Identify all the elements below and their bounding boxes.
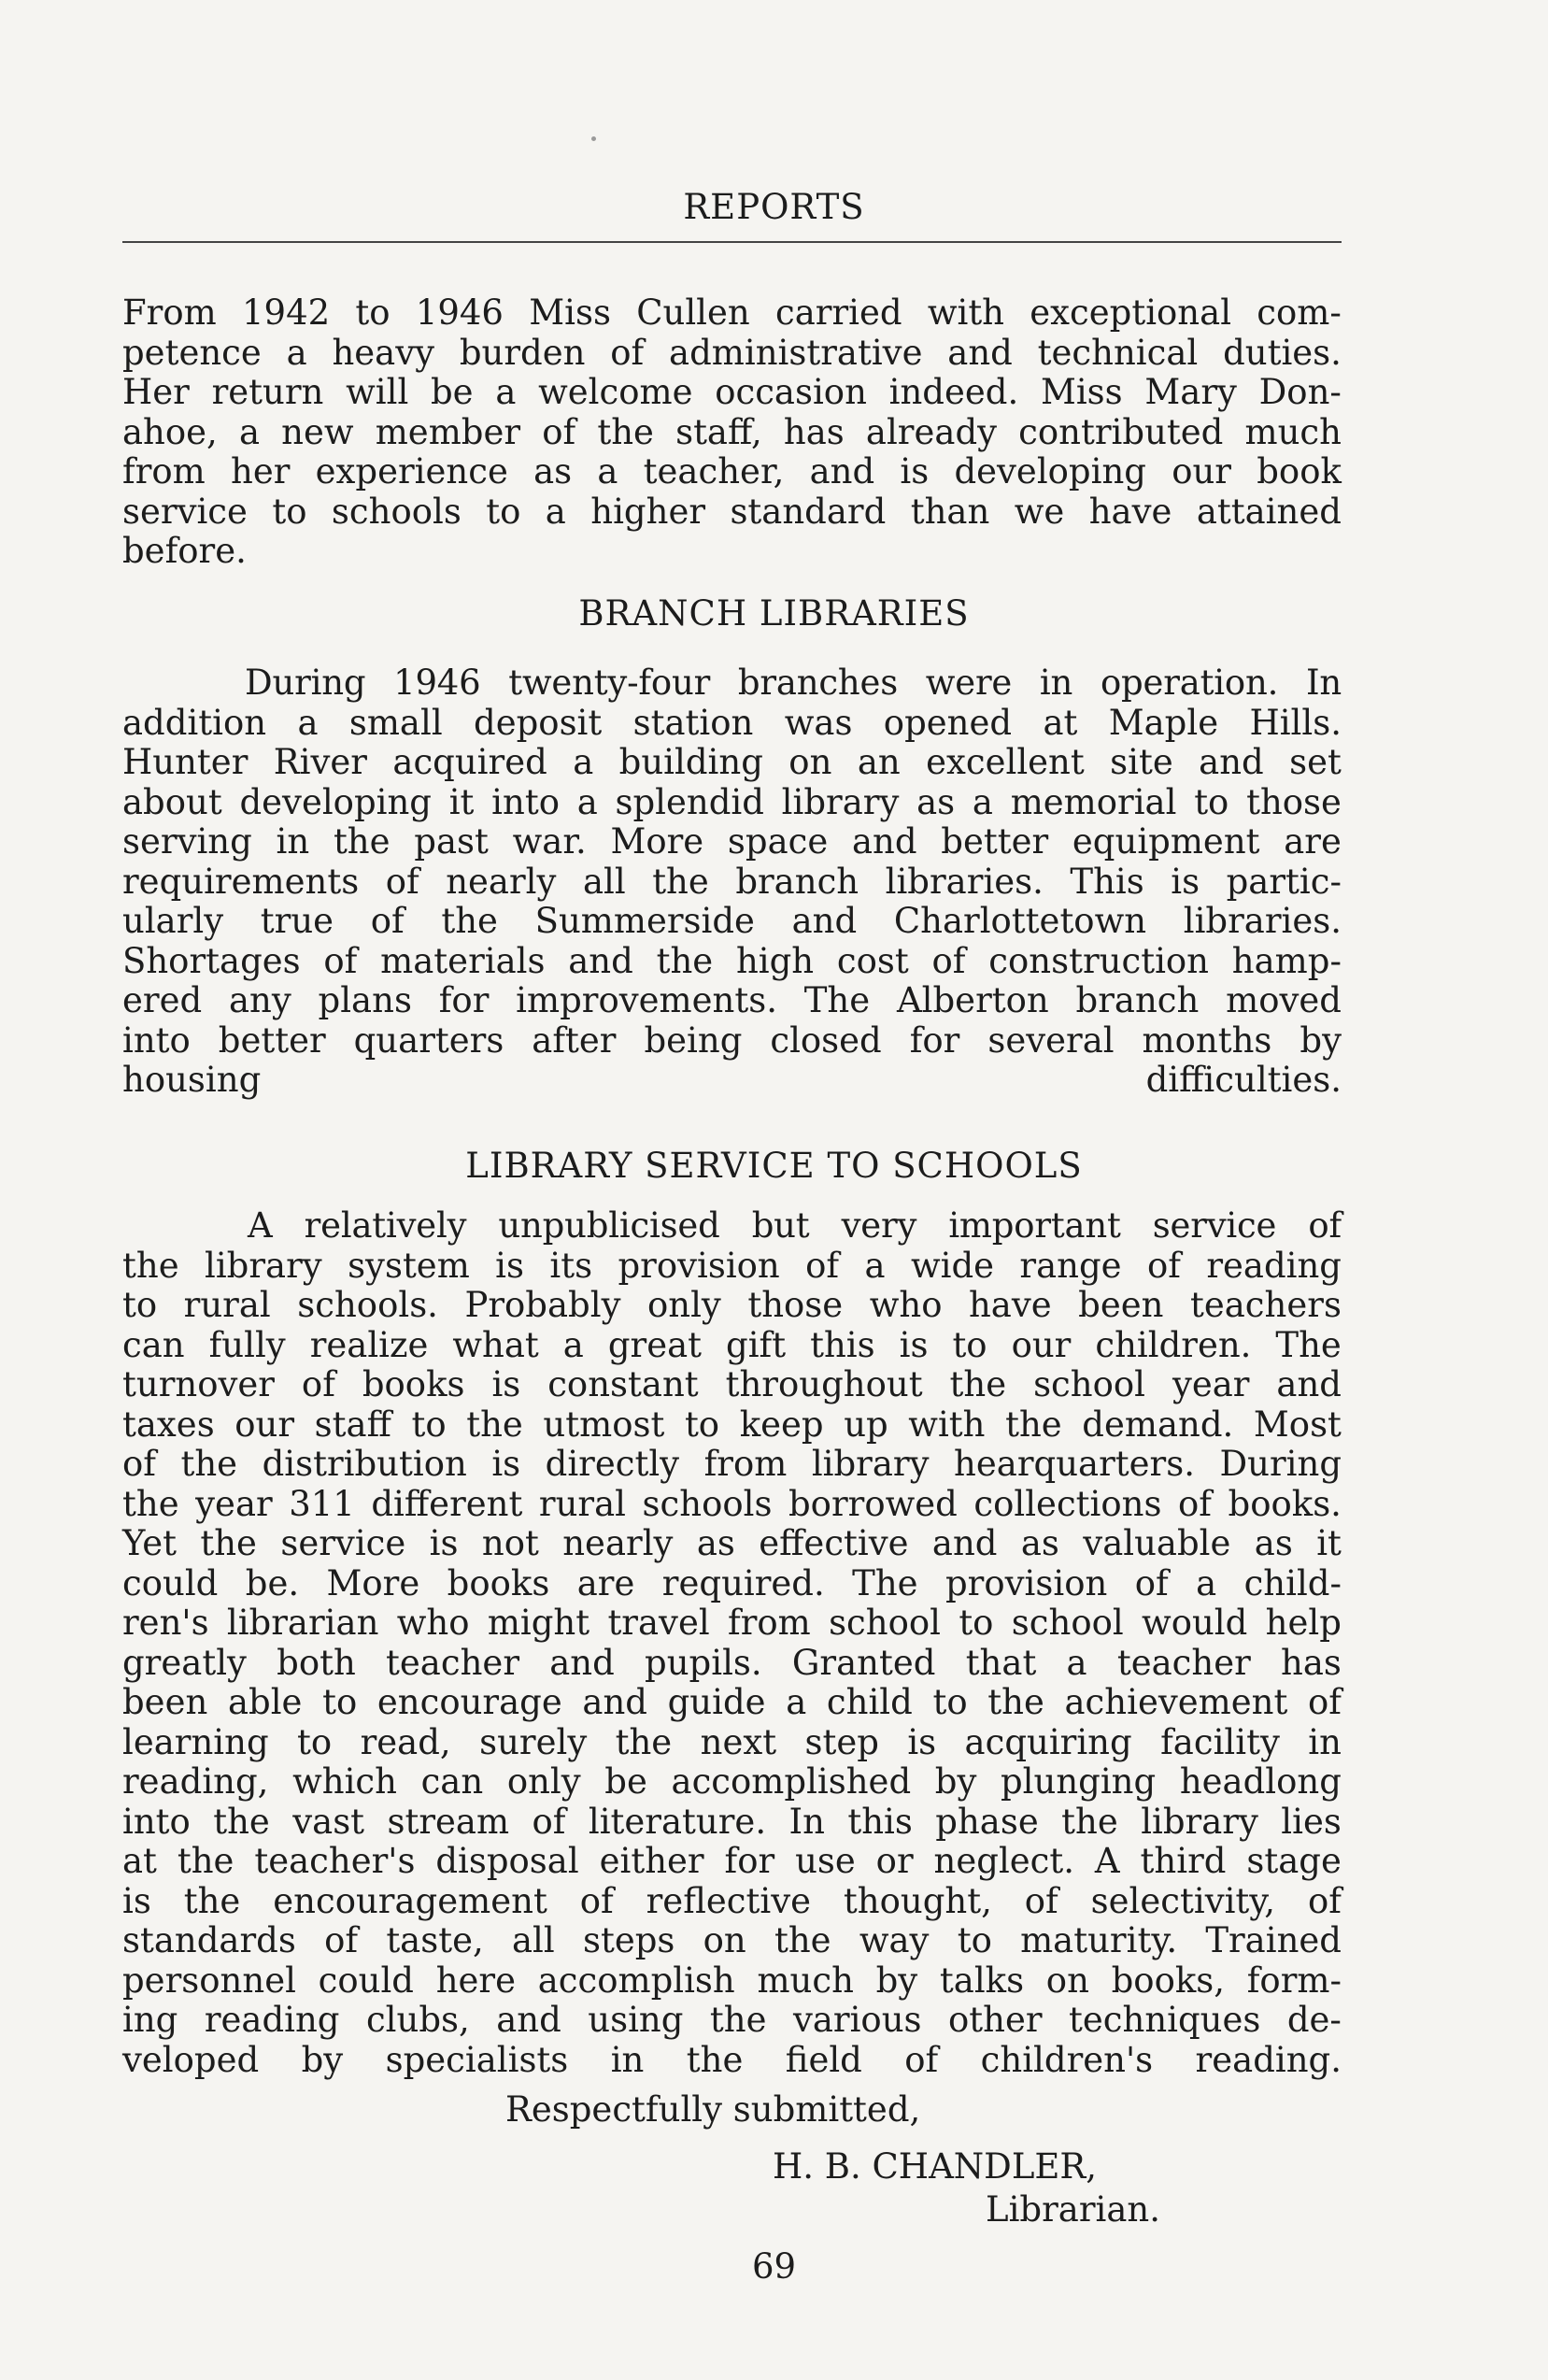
header-rule bbox=[122, 241, 1342, 243]
text-line: about developing it into a splendid library as a memorial to those bbox=[122, 781, 1342, 822]
text-line: service to schools to a higher standard than we have attained bbox=[122, 491, 1342, 532]
text-line: From 1942 to 1946 Miss Cullen carried with exceptional com- bbox=[122, 292, 1342, 333]
text-line: of the distribution is directly from library hearquarters. During bbox=[122, 1444, 1342, 1484]
text-line: at the teacher's disposal either for use or neglect. A third stage bbox=[122, 1841, 1342, 1881]
signatory-name: H. B. CHANDLER, bbox=[773, 2146, 1098, 2187]
text-line: ahoe, a new member of the staff, has already contributed much bbox=[122, 411, 1342, 452]
text-line: A relatively unpublicised but very important service of bbox=[248, 1205, 1342, 1246]
text-line: can fully realize what a great gift this is to our children. The bbox=[122, 1324, 1342, 1365]
intro-paragraph bbox=[122, 293, 1342, 572]
text-line: housing difficulties. bbox=[122, 1060, 1342, 1100]
text-line: greatly both teacher and pupils. Granted that a teacher has bbox=[122, 1642, 1342, 1683]
text-line: reading, which can only be accomplished by plunging headlong bbox=[122, 1761, 1342, 1802]
text-line: into the vast stream of literature. In this phase the library lies bbox=[122, 1801, 1342, 1842]
text-line: requirements of nearly all the branch libraries. This is partic- bbox=[122, 861, 1342, 902]
text-line: learning to read, surely the next step is acquiring facility in bbox=[122, 1721, 1342, 1762]
text-line: petence a heavy burden of administrative and technical duties. bbox=[122, 332, 1342, 373]
text-line: veloped by specialists in the field of children's reading. bbox=[122, 2039, 1342, 2080]
text-line: Hunter River acquired a building on an excellent site and set bbox=[122, 742, 1342, 782]
text-line: to rural schools. Probably only those who have been teachers bbox=[122, 1285, 1342, 1325]
text-line: the year 311 different rural schools borrowed collections of books. bbox=[122, 1483, 1342, 1524]
text-line: Her return will be a welcome occasion indeed. Miss Mary Don- bbox=[122, 372, 1342, 412]
text-line: Yet the service is not nearly as effective and as valuable as it bbox=[122, 1523, 1342, 1563]
text-line: into better quarters after being closed for several months by bbox=[122, 1019, 1342, 1061]
text-line: addition a small deposit station was opened at Maple Hills. bbox=[122, 702, 1342, 743]
school-service-heading: LIBRARY SERVICE TO SCHOOLS bbox=[465, 1146, 1083, 1186]
text-line: is the encouragement of reflective thought, of selectivity, of bbox=[122, 1880, 1342, 1921]
text-line: ren's librarian who might travel from school to school would help bbox=[122, 1603, 1342, 1643]
text-line: ularly true of the Summerside and Charlottetown libraries. bbox=[122, 901, 1342, 941]
school-service-paragraph bbox=[122, 1206, 1342, 2080]
branch-libraries-heading: BRANCH LIBRARIES bbox=[578, 593, 970, 634]
text-line: taxes our staff to the utmost to keep up with the demand. Most bbox=[122, 1404, 1342, 1445]
text-line: personnel could here accomplish much by talks on books, form- bbox=[122, 1960, 1342, 2001]
text-line: ing reading clubs, and using the various other techniques de- bbox=[122, 2000, 1342, 2040]
text-line: standards of taste, all steps on the way to maturity. Trained bbox=[122, 1920, 1342, 1960]
text-line: Shortages of materials and the high cost of construction hamp- bbox=[122, 940, 1342, 981]
text-line: from her experience as a teacher, and is developing our book bbox=[122, 451, 1342, 492]
page-number: 69 bbox=[751, 2246, 797, 2287]
running-title: REPORTS bbox=[683, 187, 865, 227]
text-line: could be. More books are required. The provision of a child- bbox=[122, 1562, 1342, 1603]
text-line: been able to encourage and guide a child to the achievement of bbox=[122, 1682, 1342, 1722]
text-line: ered any plans for improvements. The Alberton branch moved bbox=[122, 980, 1342, 1020]
branch-libraries-paragraph bbox=[122, 663, 1342, 1101]
signatory-title: Librarian. bbox=[986, 2189, 1161, 2230]
text-line: the library system is its provision of a wide range of reading bbox=[122, 1245, 1342, 1286]
text-line: serving in the past war. More space and better equipment are bbox=[122, 821, 1342, 862]
text-line: before. bbox=[122, 531, 247, 571]
closing-salutation: Respectfully submitted, bbox=[505, 2089, 921, 2130]
print-speck bbox=[591, 136, 596, 141]
text-line: During 1946 twenty-four branches were in operation. In bbox=[245, 663, 1342, 703]
text-line: turnover of books is constant throughout the school year and bbox=[122, 1364, 1342, 1404]
